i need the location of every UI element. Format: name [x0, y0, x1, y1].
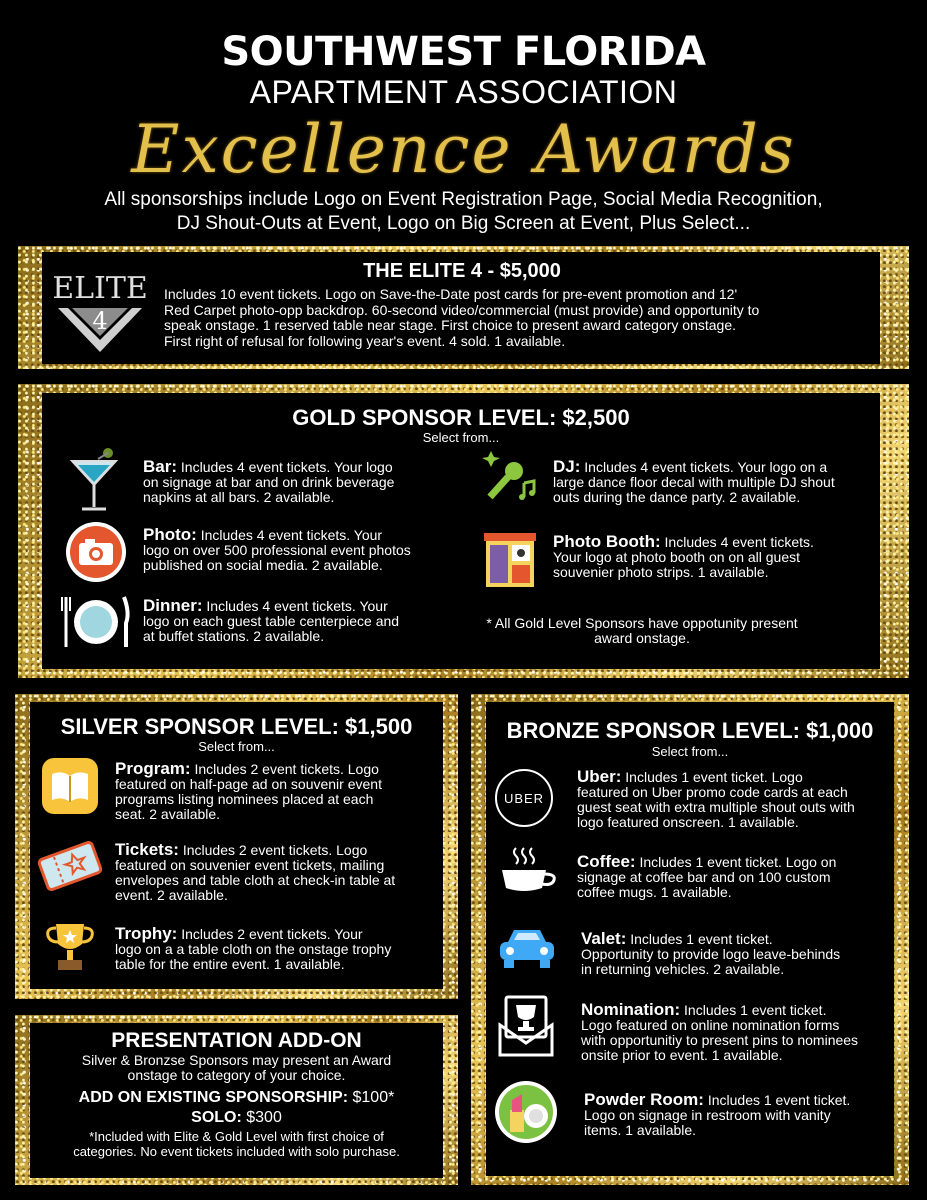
dinner-line-1: Includes 4 event tickets. Your — [202, 598, 388, 614]
header — [0, 30, 927, 190]
elite-logo-number: 4 — [92, 307, 108, 335]
valet-label: Valet: — [581, 929, 627, 948]
addon-desc-1: Silver & Bronzse Sponsors may present an Award — [81, 1052, 392, 1068]
coffee-cup-icon — [498, 846, 558, 901]
bronze-select: Select from... — [651, 744, 729, 759]
book-icon — [40, 756, 100, 821]
photo-booth-line-2: Your logo at photo booth on on all guest — [553, 549, 801, 565]
gold-select: Select from... — [422, 430, 500, 445]
photo-line-1: Includes 4 event tickets. Your — [196, 527, 383, 543]
addon-solo — [30, 1109, 443, 1127]
photo-line-3: published on social media. 2 available. — [143, 557, 383, 573]
header-script-title: Excellence Awards — [131, 111, 796, 188]
martini-icon — [68, 445, 120, 520]
header-subtitle: APARTMENT ASSOCIATION — [249, 74, 678, 110]
bronze-item-nomination — [581, 1002, 858, 1063]
nomination-line-4: onsite prior to event. 1 available. — [581, 1047, 783, 1063]
addon-existing — [30, 1089, 443, 1107]
silver-title: SILVER SPONSOR LEVEL: $1,500 — [60, 714, 413, 739]
elite-title: THE ELITE 4 - $5,000 — [363, 260, 561, 282]
tickets-line-1: Includes 2 event tickets. Logo — [178, 842, 368, 858]
uber-logo-icon — [494, 768, 554, 833]
gold-note — [482, 616, 802, 646]
trophy-icon — [44, 920, 96, 979]
addon-desc-2: onstage to category of your choice. — [127, 1067, 346, 1083]
microphone-icon — [482, 449, 538, 510]
nomination-line-1: Includes 1 event ticket. — [680, 1002, 827, 1018]
elite-line-3: speak onstage. 1 reserved table near stage. First choice to present award category onstage. — [164, 317, 736, 333]
elite-line-2: Red Carpet photo-opp backdrop. 60-second video/commercial (must provide) and opportunity to — [164, 301, 760, 318]
dj-line-2: large dance floor decal with multiple DJ shout — [553, 474, 835, 490]
valet-line-1: Includes 1 event ticket. — [626, 931, 773, 947]
silver-item-tickets — [115, 842, 395, 903]
elite-logo — [54, 264, 146, 356]
gold-note-line-1: * All Gold Level Sponsors have oppotunity present — [486, 615, 798, 631]
program-line-3: programs listing nominees placed at each — [115, 791, 374, 807]
intro-text — [0, 188, 927, 236]
elite-shield-icon — [54, 264, 146, 356]
dj-line-1: Includes 4 event tickets. Your logo on a — [580, 459, 828, 475]
dinner-line-2: logo on each guest table centerpiece and — [143, 613, 400, 629]
dinner-label: Dinner: — [143, 596, 203, 615]
addon-title: PRESENTATION ADD-ON — [111, 1029, 362, 1052]
bar-label: Bar: — [143, 457, 178, 476]
gold-item-dj — [553, 459, 835, 505]
dinner-line-3: at buffet stations. 2 available. — [143, 628, 325, 644]
ticket-icon — [36, 836, 104, 901]
nomination-envelope-icon — [498, 995, 554, 1062]
nomination-line-2: Logo featured on online nomination forms — [581, 1017, 840, 1033]
silver-panel — [30, 702, 443, 989]
gold-title: GOLD SPONSOR LEVEL: $2,500 — [292, 405, 630, 430]
gold-item-dinner — [143, 598, 399, 644]
dinner-plate-icon — [60, 593, 132, 656]
camera-icon — [65, 521, 127, 588]
photo-booth-icon — [482, 531, 538, 594]
gold-panel — [42, 393, 880, 669]
addon-note-1: *Included with Elite & Gold Level with first choice of — [89, 1129, 384, 1144]
addon-solo-label: SOLO: — [191, 1109, 242, 1126]
photo-booth-line-3: souvenier photo strips. 1 available. — [553, 564, 769, 580]
program-line-2: featured on half-page ad on souvenir event — [115, 776, 382, 792]
program-line-4: seat. 2 available. — [115, 806, 221, 822]
gold-item-photo — [143, 527, 411, 573]
addon-existing-label: ADD ON EXISTING SPONSORSHIP: — [78, 1089, 349, 1106]
coffee-line-2: signage at coffee bar and on 100 custom — [577, 869, 831, 885]
nomination-line-3: with opportunitiy to present pins to nominees — [581, 1032, 859, 1048]
powder-room-line-1: Includes 1 event ticket. — [703, 1092, 851, 1108]
bronze-item-powder-room — [584, 1092, 850, 1138]
bronze-item-valet — [581, 931, 840, 977]
elite-line-4: First right of refusal for following year's event. 4 sold. 1 available. — [164, 332, 566, 349]
elite-panel — [42, 252, 880, 364]
valet-line-3: in returning vehicles. 2 available. — [581, 961, 785, 977]
uber-logo-text: UBER — [503, 791, 545, 806]
uber-line-3: guest seat with extra multiple shout outs with — [577, 799, 855, 815]
photo-booth-label: Photo Booth: — [553, 532, 661, 551]
intro-line-2: DJ Shout-Outs at Event, Logo on Big Screen at Event, Plus Select... — [176, 213, 751, 234]
addon-panel — [30, 1023, 443, 1178]
bronze-panel — [486, 702, 894, 1176]
bar-line-2: on signage at bar and on drink beverage — [143, 474, 395, 490]
addon-existing-price: $100* — [348, 1089, 395, 1106]
trophy-label: Trophy: — [115, 924, 178, 943]
bronze-item-coffee — [577, 854, 836, 900]
trophy-line-1: Includes 2 event tickets. Your — [177, 926, 363, 942]
photo-label: Photo: — [143, 525, 197, 544]
car-icon — [496, 924, 558, 977]
gold-item-photo-booth — [553, 534, 814, 580]
silver-select: Select from... — [198, 739, 275, 754]
program-line-1: Includes 2 event tickets. Logo — [190, 761, 379, 777]
photo-line-2: logo on over 500 professional event photos — [143, 542, 411, 558]
uber-label: Uber: — [577, 767, 622, 786]
intro-line-1: All sponsorships include Logo on Event Registration Page, Social Media Recognition, — [104, 189, 823, 210]
uber-line-1: Includes 1 event ticket. Logo — [621, 769, 803, 785]
coffee-line-3: coffee mugs. 1 available. — [577, 884, 732, 900]
trophy-line-3: table for the entire event. 1 available. — [115, 956, 345, 972]
uber-line-2: featured on Uber promo code cards at each — [577, 784, 848, 800]
silver-item-trophy — [115, 926, 391, 972]
powder-room-line-3: items. 1 available. — [584, 1122, 697, 1138]
tickets-line-3: envelopes and table cloth at check-in table at — [115, 872, 396, 888]
photo-booth-line-1: Includes 4 event tickets. — [660, 534, 814, 550]
dj-label: DJ: — [553, 457, 581, 476]
powder-room-label: Powder Room: — [584, 1090, 704, 1109]
gold-note-line-2: award onstage. — [594, 630, 690, 646]
bar-line-3: napkins at all bars. 2 available. — [143, 489, 335, 505]
addon-note-2: categories. No event tickets included with solo purchase. — [73, 1144, 400, 1159]
bronze-title: BRONZE SPONSOR LEVEL: $1,000 — [506, 718, 874, 743]
elite-description — [164, 287, 759, 349]
tickets-label: Tickets: — [115, 840, 179, 859]
valet-line-2: Opportunity to provide logo leave-behinds — [581, 946, 841, 962]
header-title: SOUTHWEST FLORIDA — [221, 29, 706, 75]
tickets-line-4: event. 2 available. — [115, 887, 228, 903]
trophy-line-2: logo on a a table cloth on the onstage trophy — [115, 941, 392, 957]
bar-line-1: Includes 4 event tickets. Your logo — [177, 459, 393, 475]
program-label: Program: — [115, 759, 191, 778]
lipstick-icon — [494, 1080, 558, 1149]
coffee-line-1: Includes 1 event ticket. Logo on — [635, 854, 837, 870]
addon-solo-price: $300 — [241, 1109, 282, 1126]
tickets-line-2: featured on souvenier event tickets, mailing — [115, 857, 385, 873]
coffee-label: Coffee: — [577, 852, 636, 871]
dj-line-3: outs during the dance party. 2 available. — [553, 489, 801, 505]
gold-item-bar — [143, 459, 394, 505]
elite-line-1: Includes 10 event tickets. Logo on Save-the-Date post cards for pre-event promotion and 12' — [164, 286, 738, 302]
nomination-label: Nomination: — [581, 1000, 681, 1019]
powder-room-line-2: Logo on signage in restroom with vanity — [584, 1107, 831, 1123]
bronze-item-uber — [577, 769, 855, 830]
uber-line-4: logo featured onscreen. 1 available. — [577, 814, 799, 830]
elite-logo-text: ELITE — [54, 271, 146, 306]
silver-item-program — [115, 761, 382, 822]
